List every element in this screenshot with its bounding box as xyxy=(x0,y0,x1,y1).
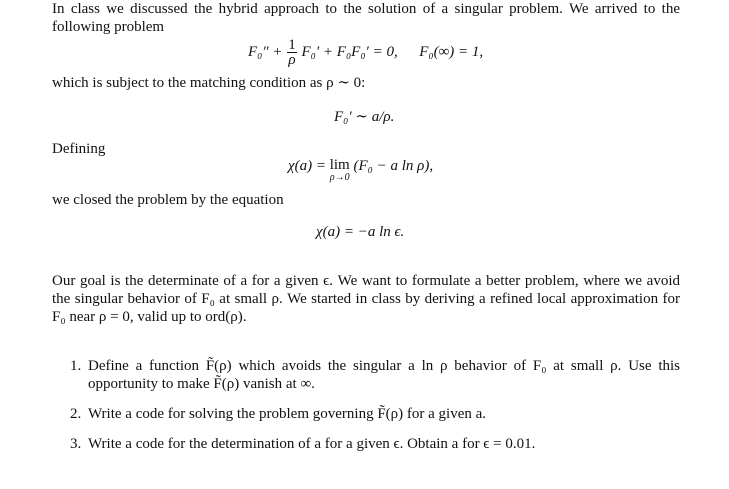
limit-label: lim xyxy=(329,157,350,173)
fraction-denominator: ρ xyxy=(288,52,296,68)
main-equation xyxy=(248,38,483,67)
list-item-text: Define a function F̃(ρ) which avoids the singular a ln ρ behavior of F₀ at small ρ. Use this opportunity to make F̃(ρ) vanish at ∞. xyxy=(88,358,680,392)
limit-subscript: ρ→0 xyxy=(329,172,350,183)
fraction-numerator: 1 xyxy=(288,37,296,53)
matching-paragraph: which is subject to the matching condition as ρ ∼ 0: xyxy=(52,75,366,91)
chi-rhs: (F₀ − a ln ρ), xyxy=(353,158,434,174)
list-item-number: 3. xyxy=(70,436,82,452)
goal-paragraph: Our goal is the determinate of a for a given ϵ. We want to formulate a better problem, where we avoid the singular behavior of F₀ at small ρ. We started in class by deriving a refined local approximation for F₀ near ρ = 0, valid up to ord(ρ). xyxy=(52,273,680,325)
list-item xyxy=(52,405,680,423)
equation-lhs-part2: F₀′ + F₀F₀′ = 0, xyxy=(301,43,398,60)
list-item-text: Write a code for the determination of a for a given ϵ. Obtain a for ϵ = 0.01. xyxy=(88,436,536,452)
chi-definition-equation xyxy=(288,158,433,183)
defining-text: Defining xyxy=(52,141,106,157)
list-item xyxy=(52,435,680,453)
list-item-number: 2. xyxy=(70,406,82,422)
list-item-text: Write a code for solving the problem governing F̃(ρ) for a given a. xyxy=(88,406,487,422)
boundary-condition: F₀(∞) = 1, xyxy=(419,43,484,60)
closing-equation: χ(a) = −a ln ϵ. xyxy=(316,224,405,240)
closed-paragraph: we closed the problem by the equation xyxy=(52,192,284,208)
list-item xyxy=(52,357,680,393)
list-item-number: 1. xyxy=(70,358,82,374)
chi-lhs: χ(a) = xyxy=(288,158,326,174)
task-list xyxy=(52,357,680,465)
equation-lhs-part1: F₀″ + xyxy=(248,43,283,60)
fraction-one-over-rho xyxy=(287,38,297,67)
intro-paragraph: In class we discussed the hybrid approach to the solution of a singular problem. We arrived to the following problem xyxy=(52,1,680,35)
limit-operator xyxy=(330,158,350,183)
matching-equation: F₀′ ∼ a/ρ. xyxy=(334,109,395,125)
